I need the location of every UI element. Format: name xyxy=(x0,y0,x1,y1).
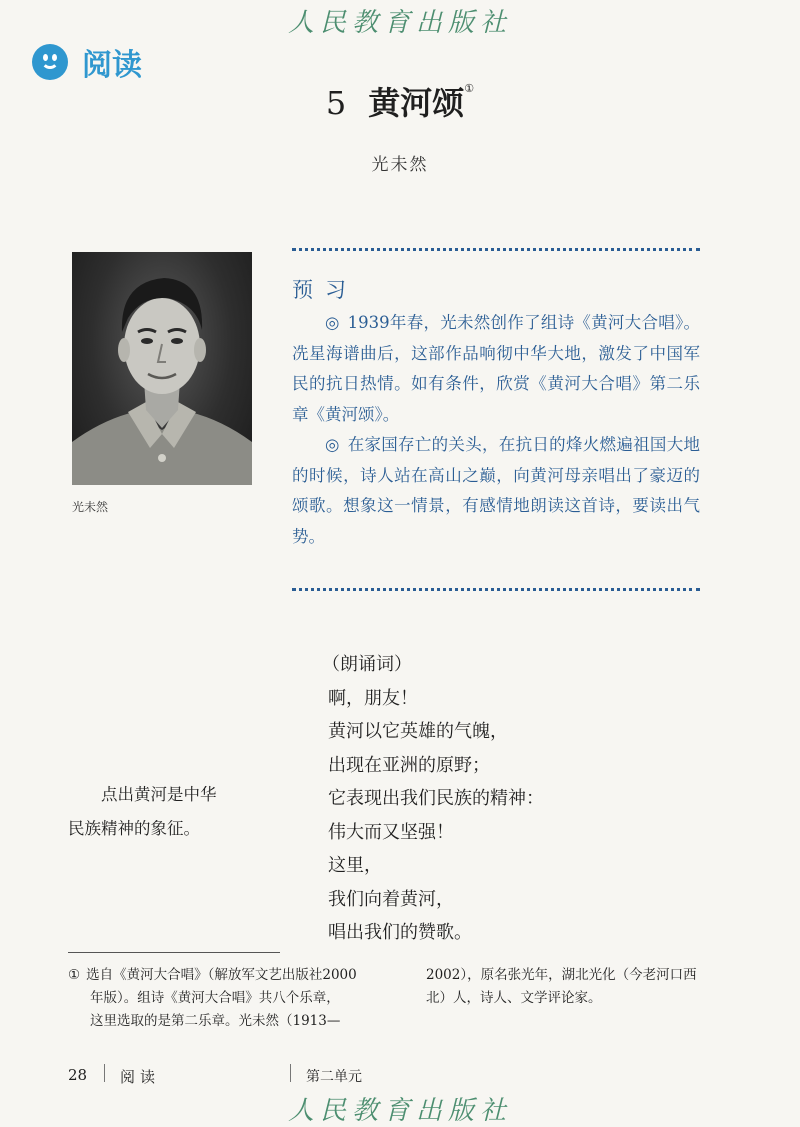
footer-section: 阅读 xyxy=(120,1068,161,1086)
margin-annotation xyxy=(68,778,240,846)
lesson-title xyxy=(0,78,800,124)
poem-line: 这里， xyxy=(328,855,382,876)
footer-unit: 第二单元 xyxy=(306,1069,362,1085)
lesson-number: 5 xyxy=(325,84,347,122)
preview-bullet-icon: ◎ xyxy=(325,435,340,454)
margin-annotation-line: 点出黄河是中华 xyxy=(101,785,217,804)
author-portrait-photo xyxy=(72,252,252,485)
title-footnote-marker[interactable]: ① xyxy=(464,82,475,95)
footnote-line: 这里选取的是第二乐章。光未然（1913— xyxy=(90,1013,341,1029)
poem-line: 它表现出我们民族的精神： xyxy=(328,788,544,809)
footer-divider xyxy=(290,1064,291,1082)
photo-caption: 光未然 xyxy=(72,500,109,514)
publisher-watermark-top: 人民教育出版社 xyxy=(287,8,512,38)
margin-annotation-line: 民族精神的象征。 xyxy=(68,819,200,838)
poem-line: 唱出我们的赞歌。 xyxy=(328,922,472,943)
preview-body xyxy=(292,308,700,552)
preview-border-bottom xyxy=(292,588,700,591)
footnote-right-column xyxy=(426,964,716,1010)
preview-heading: 预习 xyxy=(292,278,358,302)
footnote-line: 年版）。组诗《黄河大合唱》共八个乐章， xyxy=(90,990,340,1006)
poem-line: 黄河以它英雄的气魄， xyxy=(328,721,508,742)
footnote-marker: ① xyxy=(68,967,81,983)
footnote-line: 选自《黄河大合唱》（解放军文艺出版社2000 xyxy=(86,967,357,983)
page-number: 28 xyxy=(68,1066,88,1084)
footnote-line: 北）人，诗人、文学评论家。 xyxy=(426,990,602,1006)
footnote-divider xyxy=(68,952,280,953)
poem-line: 啊，朋友！ xyxy=(328,687,418,709)
publisher-watermark-bottom: 人民教育出版社 xyxy=(287,1096,512,1126)
poem-line: 伟大而又坚强！ xyxy=(328,821,454,843)
smiley-face-icon xyxy=(32,44,68,80)
preview-border-top xyxy=(292,248,700,251)
footnote-left-column xyxy=(68,964,378,1033)
preview-bullet-icon: ◎ xyxy=(325,313,340,332)
lesson-author: 光未然 xyxy=(371,155,429,175)
poem-subtitle: （朗诵词） xyxy=(322,654,412,675)
poem-line: 出现在亚洲的原野； xyxy=(328,754,490,776)
lesson-title-text: 黄河颂 xyxy=(368,84,465,122)
preview-item: ◎ 在家国存亡的关头，在抗日的烽火燃遍祖国大地的时候，诗人站在高山之巅，向黄河母亲唱出了豪迈的颂歌。想象这一情景，有感情地朗读这首诗，要读出气势。 xyxy=(292,435,700,546)
poem-body xyxy=(322,648,544,950)
preview-item: ◎ 1939年春，光未然创作了组诗《黄河大合唱》。冼星海谱曲后，这部作品响彻中华大地，激发了中国军民的抗日热情。如有条件，欣赏《黄河大合唱》第二乐章《黄河颂》。 xyxy=(292,313,700,424)
footnote-line: 2002），原名张光年，湖北光化（今老河口西 xyxy=(426,967,697,983)
footer-divider xyxy=(104,1064,105,1082)
section-badge-label: 阅读 xyxy=(82,48,142,83)
poem-line: 我们向着黄河， xyxy=(328,888,454,910)
